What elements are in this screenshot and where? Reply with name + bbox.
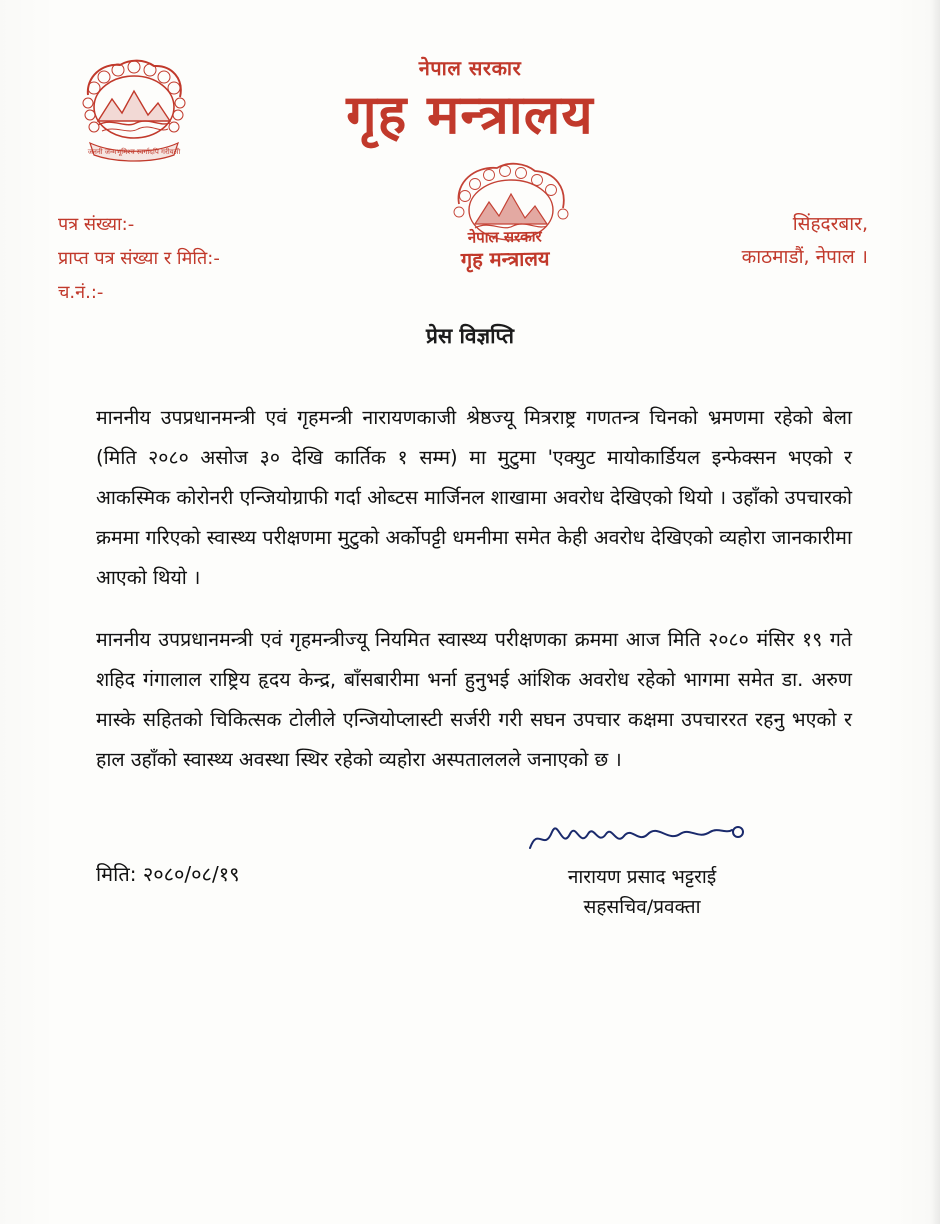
body-paragraph-2: माननीय उपप्रधानमन्त्री एवं गृहमन्त्रीज्यू नियमित स्वास्थ्य परीक्षणका क्रममा आज मिति २०८० मंसिर १९ गते शहिद गंगालाल राष्ट्रिय हृदय केन्द्र, बाँसबारीमा भर्ना हुनुभई आंशिक अवरोध रहेको भागमा समेत डा. अरुण मास्के सहितको चिकित्सक टोलीले एन्जियोप्लास्टी सर्जरी गरी सघन उपचार कक्षमा उपचाररत रहनु भएको र हाल उहाँको स्वास्थ्य अवस्था स्थिर रहेको व्यहोरा अस्पताललले जनाएको छ । bbox=[96, 627, 852, 771]
address-line-1: सिंहदरबार, bbox=[792, 213, 868, 235]
bleed-through-mark bbox=[200, 935, 316, 956]
address-line-2: काठमाडौं, नेपाल । bbox=[741, 246, 868, 269]
scan-edge bbox=[930, 0, 940, 1224]
svg-text:जननी जन्मभूमिश्च स्वर्गादपि गर: जननी जन्मभूमिश्च स्वर्गादपि गरीयसी bbox=[87, 148, 181, 156]
office-address bbox=[742, 208, 868, 275]
government-line: नेपाल सरकार bbox=[418, 56, 522, 80]
signature-block bbox=[492, 818, 792, 923]
bleed-through-mark bbox=[225, 822, 341, 843]
seal-caption-line1: नेपाल सरकार bbox=[467, 227, 542, 247]
reference-fields bbox=[58, 208, 220, 311]
received-letter-label: प्राप्त पत्र संख्या र मिति:- bbox=[58, 248, 220, 270]
body-paragraph-1: माननीय उपप्रधानमन्त्री एवं गृहमन्त्री नारायणकाजी श्रेष्ठज्यू मित्रराष्ट्र गणतन्त्र चिनको भ्रमणमा रहेको बेला (मिति २०८० असोज ३० देखि कार्तिक १ सम्म) मा मुटुमा 'एक्युट मायोकार्डियल इन्फेक्सन भएको र आकस्मिक कोरोनरी एन्जियोग्राफी गर्दा ओब्टस मार्जिनल शाखामा अवरोध देखिएको थियो । उहाँको उपचारको क्रममा गरिएको स्वास्थ्य परीक्षणमा मुटुको अर्कोपट्टी धमनीमा समेत केही अवरोध देखिएको व्यहोरा जानकारीमा आएको थियो । bbox=[96, 406, 852, 589]
letter-number-label: पत्र संख्या:- bbox=[58, 214, 135, 235]
seal-caption bbox=[405, 226, 606, 273]
handwritten-signature-icon bbox=[492, 818, 792, 860]
letterhead bbox=[0, 56, 940, 146]
document-subject: प्रेस विज्ञप्ति bbox=[426, 324, 514, 348]
seal-caption-line2: गृह मन्त्रालय bbox=[460, 245, 550, 272]
signatory-title: सहसचिव/प्रवक्ता bbox=[583, 896, 701, 919]
dispatch-number-label: च.नं.:- bbox=[58, 282, 104, 304]
document-date: मिति: २०८०/०८/१९ bbox=[96, 862, 240, 886]
signatory-name: नारायण प्रसाद भट्टराई bbox=[567, 866, 717, 888]
ministry-title: गृह मन्त्रालय bbox=[346, 83, 594, 146]
document-body bbox=[96, 398, 852, 802]
